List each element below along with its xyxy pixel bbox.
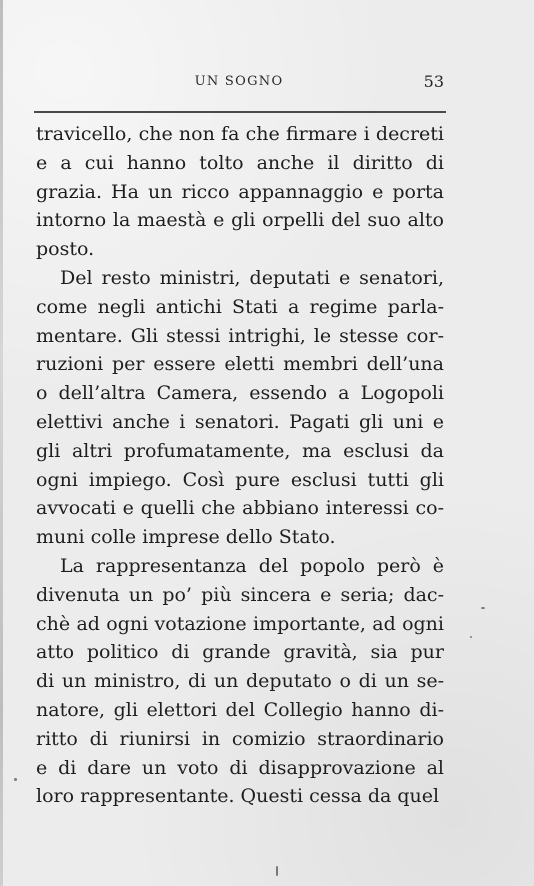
- text-line: intorno la maestà e gli orpelli del suo alto: [36, 209, 444, 232]
- text-line: come negli antichi Stati a regime parla-: [36, 295, 444, 318]
- text-line: atto politico di grande gravità, sia pur: [36, 641, 444, 664]
- text-line: Del resto ministri, deputati e senatori,: [60, 266, 444, 289]
- text-line: o dell’altra Camera, essendo a Logopoli: [36, 382, 444, 405]
- text-line: gli altri profumatamente, ma esclusi da: [36, 439, 444, 462]
- body-text: [36, 120, 444, 811]
- text-line: grazia. Ha un ricco appannaggio e porta: [36, 180, 444, 203]
- text-line: mentare. Gli stessi intrighi, le stesse cor-: [36, 324, 444, 347]
- paper-speck: [470, 636, 472, 638]
- header-rule: [34, 111, 446, 113]
- text-line: e a cui hanno tolto anche il diritto di: [36, 151, 444, 174]
- text-line: ritto di riunirsi in comizio straordinario: [36, 727, 444, 750]
- text-line: La rappresentanza del popolo però è: [60, 554, 444, 577]
- text-line: ruzioni per essere eletti membri dell’una: [36, 353, 444, 376]
- text-line: ogni impiego. Così pure esclusi tutti gli: [36, 468, 444, 491]
- paper-speck: [276, 866, 278, 876]
- running-head: [34, 72, 444, 100]
- running-title: UN SOGNO: [194, 74, 284, 89]
- text-line: muni colle imprese dello Stato.: [36, 526, 336, 549]
- text-line: travicello, che non fa che firmare i decreti: [36, 123, 444, 145]
- text-line: chè ad ogni votazione importante, ad ogni: [36, 612, 444, 635]
- paper-speck: [14, 778, 17, 781]
- text-line: elettivi anche i senatori. Pagati gli uni e: [36, 410, 444, 433]
- text-line: e di dare un voto di disapprovazione al: [36, 756, 444, 779]
- text-line: divenuta un po’ più sincera e seria; dac-: [36, 583, 444, 606]
- page-binding-edge: [0, 0, 3, 886]
- text-line: di un ministro, di un deputato o di un se-: [36, 670, 444, 693]
- text-line: posto.: [36, 238, 95, 261]
- text-line: avvocati e quelli che abbiano interessi co-: [36, 497, 444, 520]
- paper-speck: [481, 607, 485, 609]
- page-number: 53: [423, 72, 444, 91]
- text-line: natore, gli elettori del Collegio hanno di-: [36, 698, 444, 721]
- text-line: loro rappresentante. Questi cessa da quel: [36, 785, 440, 808]
